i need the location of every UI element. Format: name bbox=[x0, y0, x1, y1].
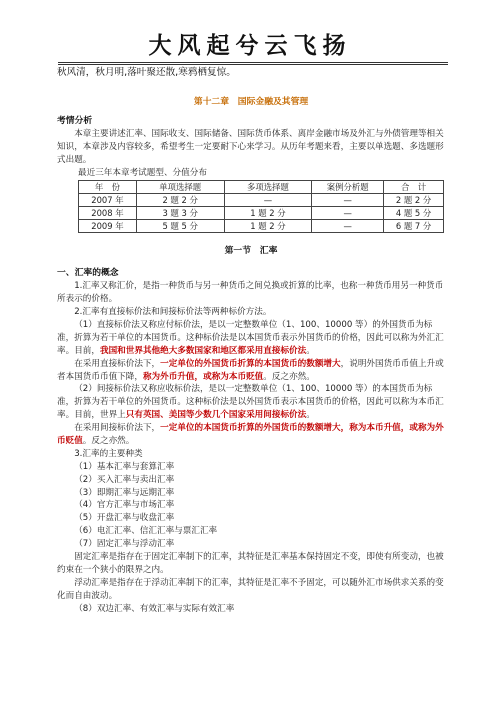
table-header-row bbox=[79, 180, 444, 193]
table-cell: — bbox=[224, 193, 312, 206]
text-run: 。 bbox=[306, 345, 315, 356]
table-cell: 4 题 5 分 bbox=[384, 206, 444, 219]
header-poem: 秋风清，秋月明,落叶聚还散,寒鸦栖复惊。 bbox=[57, 67, 236, 78]
paragraph-fixed-rate: 固定汇率是指存在于固定汇率制下的汇率，其特征是汇率基本保持固定不变，即使有所变动，也被约束在一个狭小的限界之内。 bbox=[57, 552, 444, 575]
table-cell: 6 题 7 分 bbox=[384, 219, 444, 232]
table-caption: 最近三年本章考试题型、分值分布 bbox=[78, 168, 207, 179]
table-header-cell: 年 份 bbox=[79, 180, 137, 193]
text-run: （1）直接标价法又称应付标价法，是以一定整数单位（1、100、10000 等）的外国货币为标准，折算为若干单位的本国货币。这种标价法是以本国货币表示外国货币的价格，因此可以称为外汇汇率。目前， bbox=[57, 319, 444, 356]
text-run: 在采用间接标价法下， bbox=[74, 423, 161, 434]
section-title: 第一节 汇率 bbox=[224, 245, 278, 256]
paragraph-direct-effect bbox=[57, 358, 445, 384]
highlight-text: 只有英国、美国等少数几个国家采用间接标价法 bbox=[125, 410, 307, 421]
paragraph-indirect-quotation bbox=[57, 383, 445, 422]
list-item: （2）买入汇率与卖出汇率 bbox=[74, 474, 175, 485]
table-cell: 1 题 2 分 bbox=[224, 219, 312, 232]
paragraph-indirect-effect bbox=[57, 422, 445, 448]
list-item: （8）双边汇率、有效汇率与实际有效汇率 bbox=[74, 603, 235, 614]
paragraph-methods: 2.汇率有直接标价法和间接标价法等两种标价方法。 bbox=[74, 307, 272, 318]
table-cell: 2 题 2 分 bbox=[136, 193, 224, 206]
header-title: 大风起兮云飞扬 bbox=[148, 32, 352, 59]
table-cell: 2 题 2 分 bbox=[384, 193, 444, 206]
highlight-text: 一定单位的本国货币折算的外国货币的数额增大，称为本币升值，或称为外币贬值 bbox=[57, 423, 444, 446]
table-header-cell: 合 计 bbox=[384, 180, 444, 193]
table-cell: 3 题 3 分 bbox=[136, 206, 224, 219]
table-header-cell: 多项选择题 bbox=[224, 180, 312, 193]
table-header-cell: 单项选择题 bbox=[136, 180, 224, 193]
list-item: （1）基本汇率与套算汇率 bbox=[74, 461, 175, 472]
list-item: （3）即期汇率与远期汇率 bbox=[74, 487, 175, 498]
chapter-title: 第十二章 国际金融及其管理 bbox=[193, 97, 309, 107]
highlight-text: 我国和世界其他绝大多数国家和地区都采用直接标价法 bbox=[99, 345, 307, 356]
subsection-heading: 一、汇率的概念 bbox=[57, 268, 119, 279]
header-rule bbox=[58, 62, 448, 63]
table-cell: 2009 年 bbox=[79, 219, 137, 232]
text-run: 。 bbox=[306, 410, 315, 421]
table-header-cell: 案例分析题 bbox=[312, 180, 384, 193]
list-item: （6）电汇汇率、信汇汇率与票汇汇率 bbox=[74, 526, 218, 537]
text-run: （2）间接标价法又称应收标价法，是以一定整数单位（1、100、10000 等）的本国货币为标准，折算为若干单位的外国货币。这种标价法是以外国货币表示本国货币的价格，因此可以称为本币汇率。目前，世界上 bbox=[57, 384, 444, 421]
table-row bbox=[79, 219, 444, 232]
exam-analysis-heading: 考情分析 bbox=[57, 116, 93, 127]
text-run: ，说明外国货币币值上升或者本国货币币值下降， bbox=[57, 358, 444, 382]
table-cell: 1 题 2 分 bbox=[224, 206, 312, 219]
table-cell: 2007 年 bbox=[79, 193, 137, 206]
table-cell: 5 题 5 分 bbox=[136, 219, 224, 232]
list-item: （4）官方汇率与市场汇率 bbox=[74, 500, 175, 511]
paragraph-definition: 1.汇率又称汇价，是指一种货币与另一种货币之间兑换或折算的比率，也称一种货币用另一种货币所表示的价格。 bbox=[57, 281, 444, 305]
list-item: （7）固定汇率与浮动汇率 bbox=[74, 539, 175, 550]
table-cell: — bbox=[312, 193, 384, 206]
table-row bbox=[79, 193, 444, 206]
paragraph-floating-rate: 浮动汇率是指存在于浮动汇率制下的汇率，其特征是汇率不予固定，可以随外汇市场供求关系的变化而自由波动。 bbox=[57, 577, 444, 601]
text-run: 。反之亦然。 bbox=[82, 436, 135, 446]
header-rule-double bbox=[58, 64, 448, 65]
exam-intro: 本章主要讲述汇率、国际收支、国际储备、国际货币体系、离岸金融市场及外汇与外债管理等相关知识，本章涉及内容较多，希望考生一定要耐下心来学习。从历年考题来看，主要以单选题、多选题形式出题。 bbox=[57, 129, 444, 166]
paragraph-direct-quotation bbox=[57, 319, 445, 358]
paragraph-types-heading: 3.汇率的主要种类 bbox=[74, 448, 143, 459]
table-row bbox=[79, 206, 444, 219]
table-cell: — bbox=[312, 206, 384, 219]
score-table bbox=[78, 180, 444, 233]
table-cell: — bbox=[312, 219, 384, 232]
highlight-text: 一定单位的外国货币折算的本国货币的数额增大 bbox=[160, 358, 341, 369]
list-item: （5）开盘汇率与收盘汇率 bbox=[74, 513, 175, 524]
table-cell: 2008 年 bbox=[79, 206, 137, 219]
highlight-text: 称为外币升值，或称为本币贬值 bbox=[142, 371, 264, 382]
text-run: 在采用直接标价法下， bbox=[74, 358, 161, 369]
main-content bbox=[57, 96, 445, 615]
text-run: 。反之亦然。 bbox=[263, 371, 315, 382]
